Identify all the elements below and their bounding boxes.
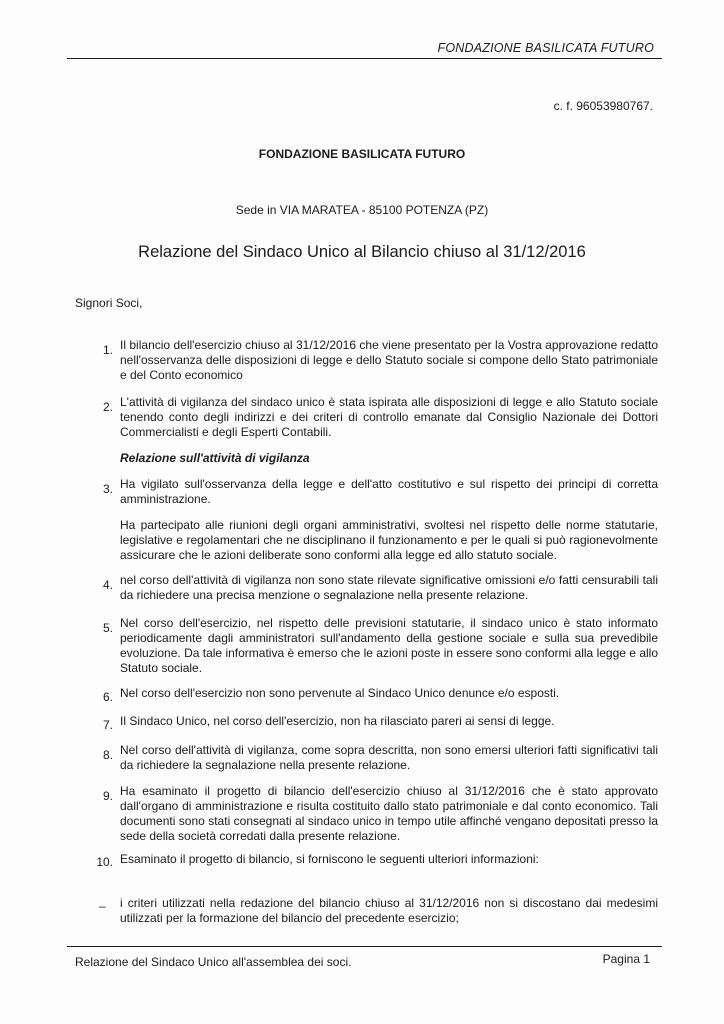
list-item: nel corso dell'attività di vigilanza non sono state rilevate significative omissioni e/o fatti censurabili tali da richiedere una precisa menzione o segnalazione nella presente relazione. — [120, 573, 658, 602]
salutation: Signori Soci, — [75, 296, 143, 310]
list-item: Nel corso dell'esercizio, nel rispetto delle previsioni statutarie, il sindaco unico è stato informato periodicamente dagli amministratori sull'andamento della gestione sociale e sulla sua prevedibile evoluzione. Da tale informativa è emerso che le azioni poste in essere sono conformi alla legge e allo Statuto sociale. — [120, 616, 658, 675]
item-number: 10. — [96, 855, 113, 869]
header-title: FONDAZIONE BASILICATA FUTURO — [437, 41, 654, 55]
footer-divider — [67, 946, 662, 947]
item-number: 1. — [102, 343, 113, 357]
item-number: 9. — [102, 789, 113, 803]
list-item: Nel corso dell'esercizio non sono pervenute al Sindaco Unico denunce e/o esposti. — [120, 686, 560, 700]
section-heading: Relazione sull'attività di vigilanza — [120, 451, 310, 465]
list-item: L'attività di vigilanza del sindaco unico è stata ispirata alle disposizioni di legge e allo Statuto sociale tenendo conto degli indirizzi e dei criteri di controllo emanate dal Consiglio Nazionale dei Dottori Commercialisti e degli Esperti Contabili. — [120, 395, 658, 439]
header-divider — [67, 58, 662, 59]
page-number: Pagina 1 — [602, 952, 650, 966]
item-number: 5. — [102, 621, 113, 635]
item-number: 3. — [102, 482, 113, 496]
item-number: 6. — [102, 690, 113, 704]
document-title: Relazione del Sindaco Unico al Bilancio chiuso al 31/12/2016 — [138, 243, 586, 261]
list-item: Il bilancio dell'esercizio chiuso al 31/12/2016 che viene presentato per la Vostra approvazione redatto nell'osservanza delle disposizioni di legge e dello Statuto sociale si compone dello Stato patrimoniale e del Conto economico — [120, 338, 658, 382]
organization-name: FONDAZIONE BASILICATA FUTURO — [258, 147, 466, 161]
footer-text: Relazione del Sindaco Unico all'assemblea dei soci. — [75, 955, 352, 969]
item-number: 2. — [102, 400, 113, 414]
list-item: Nel corso dell'attività di vigilanza, come sopra descritta, non sono emersi ulteriori fatti significativi tali da richiedere la segnalazione nella presente relazione. — [120, 743, 658, 772]
list-item: Ha esaminato il progetto di bilancio dell'esercizio chiuso al 31/12/2016 che è stato approvato dall'organo di amministrazione e risulta costituito dallo stato patrimoniale e dal conto economico. Tali documenti sono stati consegnati al sindaco unico in tempo utile affinché vengano depositati presso la sede della società corredati dalla presente relazione. — [120, 784, 658, 843]
item-number: 4. — [102, 578, 113, 592]
item-number: 7. — [102, 718, 113, 732]
bullet-item: i criteri utilizzati nella redazione del bilancio chiuso al 31/12/2016 non si discostano dai medesimi utilizzati per la formazione del bilancio del precedente esercizio; — [120, 896, 658, 925]
list-item: Ha vigilato sull'osservanza della legge e dell'atto costitutivo e sul rispetto dei principi di corretta amministrazione. — [120, 477, 658, 506]
organization-address: Sede in VIA MARATEA - 85100 POTENZA (PZ) — [235, 203, 489, 217]
list-item: Il Sindaco Unico, nel corso dell'esercizio, non ha rilasciato pareri ai sensi di legge. — [120, 714, 555, 728]
list-item: Esaminato il progetto di bilancio, si forniscono le seguenti ulteriori informazioni: — [120, 852, 539, 866]
list-item-continuation: Ha partecipato alle riunioni degli organi amministrativi, svoltesi nel rispetto delle norme statutarie, legislative e regolamentari che ne disciplinano il funzionamento e per le quali si può ragionevolmente assicurare che le azioni deliberate sono conformi alla legge ed allo statuto sociale. — [120, 518, 658, 562]
bullet-dash: – — [99, 899, 106, 913]
fiscal-code: c. f. 96053980767. — [553, 99, 653, 113]
item-number: 8. — [102, 748, 113, 762]
